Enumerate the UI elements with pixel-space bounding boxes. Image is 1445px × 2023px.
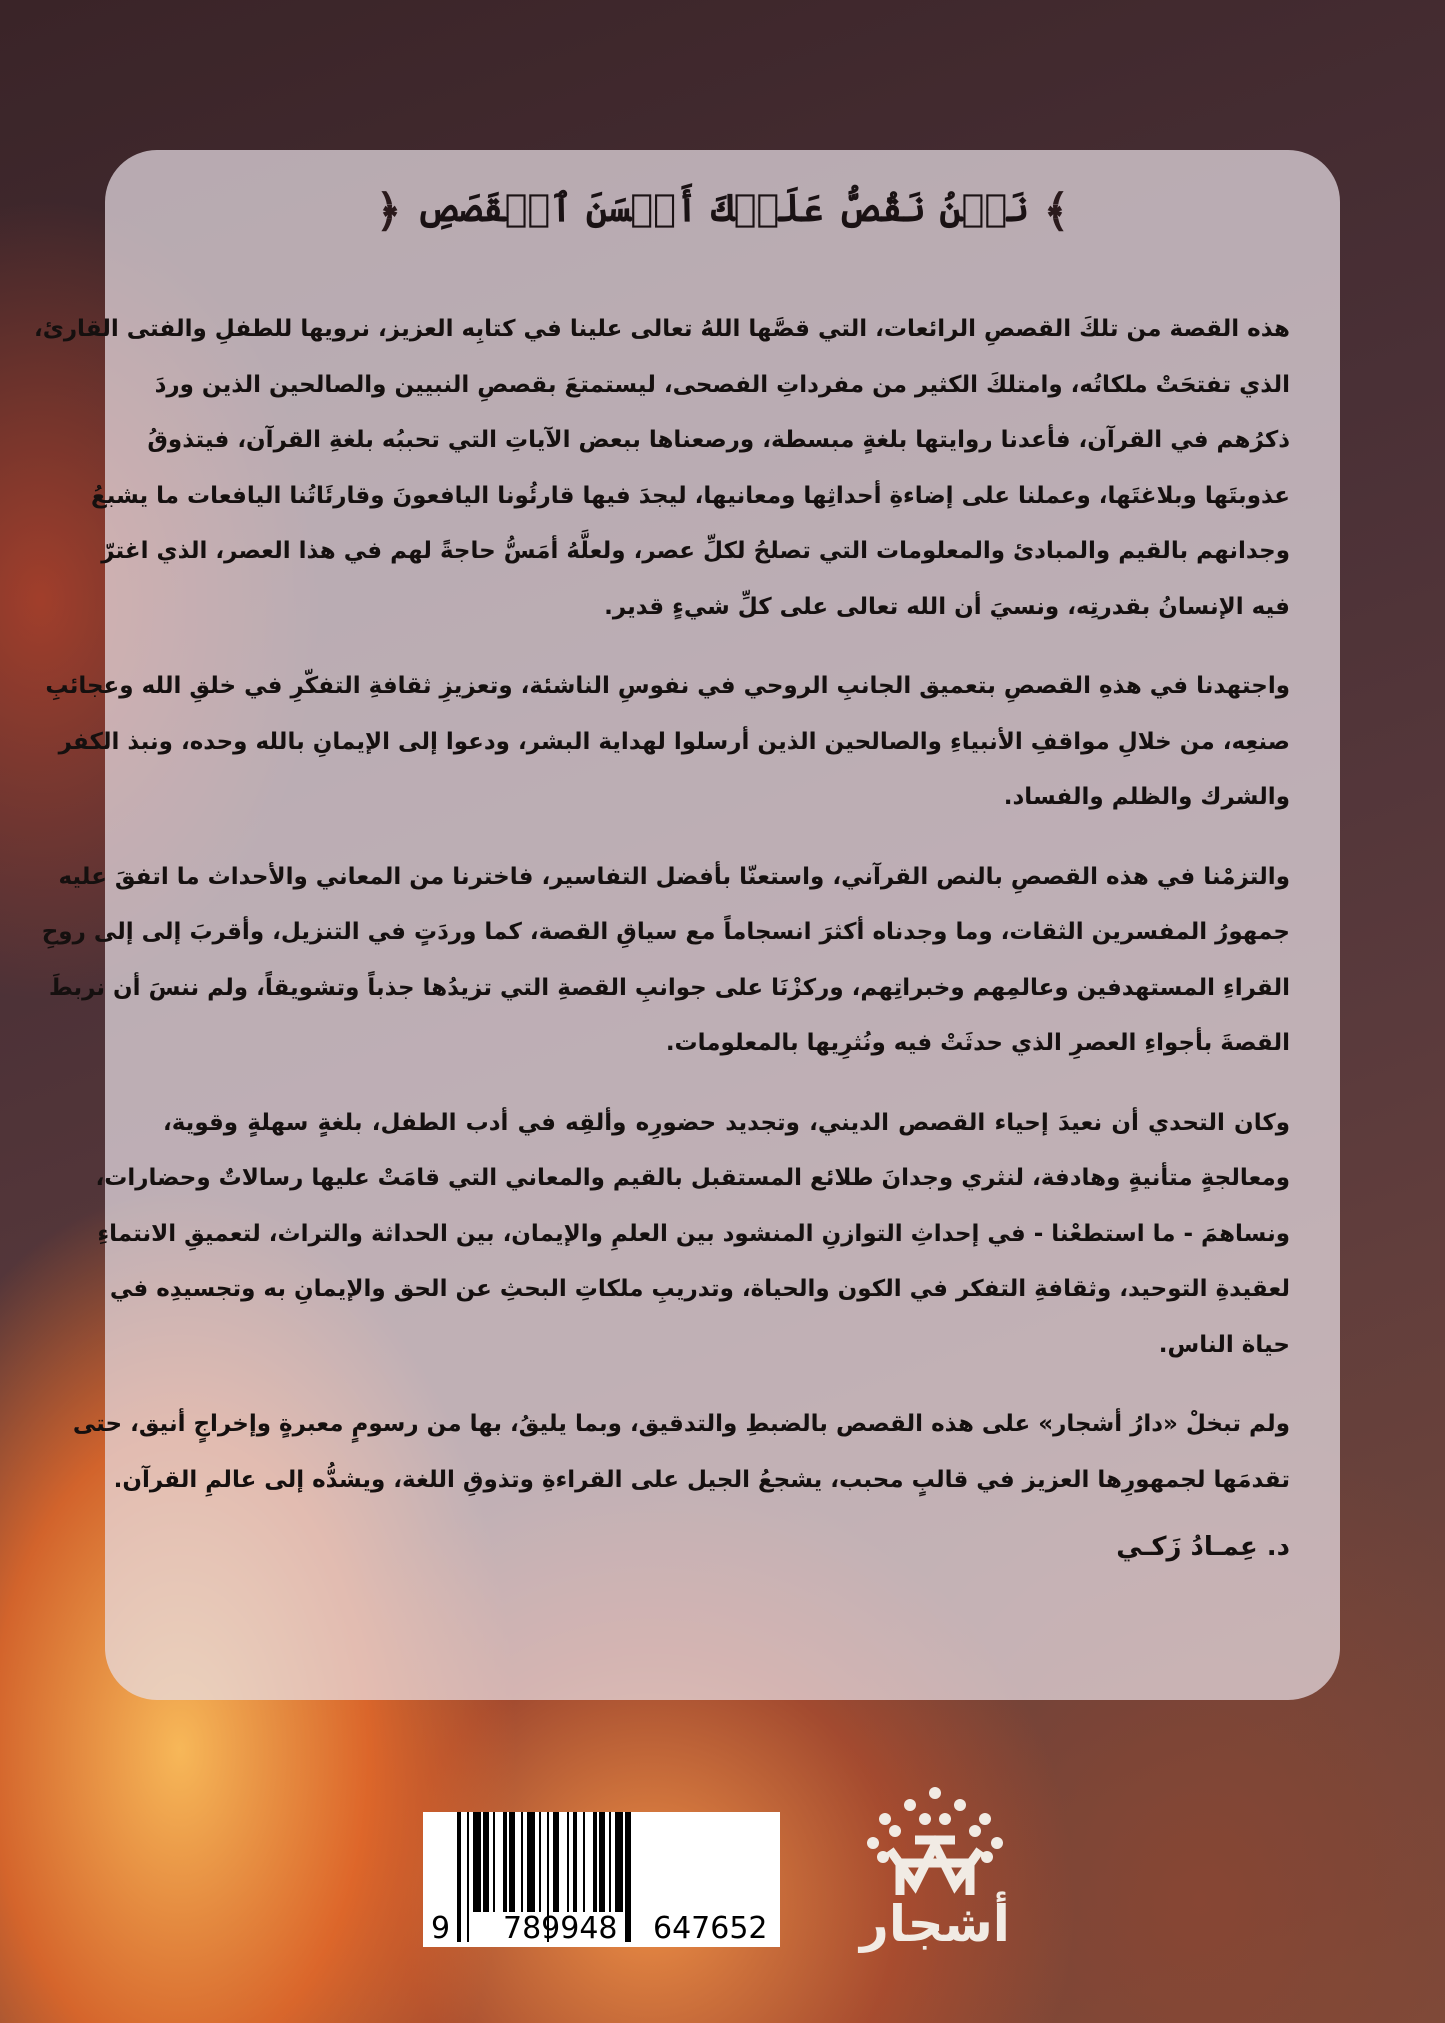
paragraph <box>95 1096 1290 1374</box>
barcode-bar <box>567 1812 569 1912</box>
publisher-name: أشجار <box>860 1895 1010 1953</box>
barcode-bar <box>609 1812 611 1912</box>
tree-crown-icon <box>855 1785 1015 1905</box>
text-line: ولم تبخلْ «دارُ أشجار» على هذه القصص بالضبطِ والتدقيق، وبما يليقُ، بها من رسومٍ معبرةٍ وإخراجٍ أنيق، حتى <box>72 1411 1290 1437</box>
text-line: واجتهدنا في هذهِ القصصِ بتعميق الجانبِ الروحي في نفوسِ الناشئة، وتعزيزِ ثقافةِ التفكّرِ في خلقِ الله وعجائبِ <box>45 673 1290 699</box>
paragraph <box>72 1397 1290 1508</box>
text-line: تقدمَها لجمهورِها العزيز في قالبٍ محبب، يشجعُ الجيل على القراءةِ وتذوقِ اللغة، ويشدُّه إلى عالمِ القرآن. <box>113 1466 1290 1493</box>
text-line: ذكرُهم في القرآن، فأعدنا روايتها بلغةٍ مبسطة، ورصعناها ببعض الآياتِ التي تحببُه بلغةِ القرآن، فيتذوقُ <box>147 427 1290 453</box>
barcode-bar <box>583 1812 585 1912</box>
paragraph <box>34 302 1290 635</box>
barcode-bar <box>473 1812 481 1912</box>
back-cover-text-panel <box>34 150 1340 1700</box>
text-line: ونساهمَ - ما استطعْنا - في إحداثِ التوازنِ المنشود بين العلمِ والإيمان، بين الحداثة والتراث، لتعميقِ الانتماءِ <box>97 1220 1290 1247</box>
barcode-bar <box>539 1812 541 1912</box>
quran-verse-heading <box>105 185 1340 237</box>
publisher-logo <box>855 1785 1015 1965</box>
text-line: والشرك والظلم والفساد. <box>1003 784 1290 810</box>
barcode-bar <box>493 1812 495 1912</box>
barcode-bar <box>573 1812 577 1912</box>
ornament-bracket-icon: ﴾ <box>1043 186 1070 237</box>
text-line: فيه الإنسانُ بقدرتِه، ونسيَ أن الله تعالى على كلِّ شيءٍ قدير. <box>604 593 1290 620</box>
paragraph <box>45 659 1290 826</box>
barcode-bar <box>553 1812 559 1912</box>
text-line: والتزمْنا في هذه القصصِ بالنص القرآني، واستعنّا بأفضل التفاسير، فاخترنا من المعاني والأحداث ما اتفقَ عليه <box>58 863 1290 890</box>
barcode-bar <box>457 1812 461 1942</box>
text-line: الذي تفتحَتْ ملكاتُه، وامتلكَ الكثير من مفرداتِ الفصحى، ليستمتعَ بقصصِ النبيين والصالحين الذين وردَ <box>154 371 1290 398</box>
barcode-digits-group-1: 789948 <box>503 1911 618 1946</box>
text-line: هذه القصة من تلكَ القصصِ الرائعات، التي قصَّها اللهُ تعالى علينا في كتابِه العزيز، نرويها للطفلِ والفتى القارئ، <box>34 316 1290 342</box>
text-line: القراءِ المستهدفين وعالمِهم وخبراتِهم، وركزْنَا على جوانبِ القصةِ التي تزيدُها جذباً وتشويقاً، ولم ننسَ أن نربطَ <box>48 974 1290 1001</box>
barcode-bar <box>467 1812 469 1942</box>
text-line: ومعالجةٍ متأنيةٍ وهادفة، لنثري وجدانَ طلائع المستقبل بالقيم والمعاني التي قامَتْ عليها رسالاتٌ وحضارات، <box>95 1165 1290 1191</box>
barcode-digits-group-2: 647652 <box>653 1911 768 1946</box>
verse-text: نَحۡنُ نَقُصُّ عَلَيۡكَ أَحۡسَنَ ٱلۡقَصَصِ <box>415 185 1030 230</box>
text-line: صنعِه، من خلالِ مواقفِ الأنبياءِ والصالحين الذين أرسلوا لهداية البشر، ودعوا إلى الإيمانِ بالله وحده، ونبذ الكفر <box>58 728 1290 755</box>
barcode-bar <box>599 1812 605 1912</box>
barcode-bar <box>615 1812 623 1912</box>
barcode-bar <box>625 1812 631 1942</box>
paragraph <box>41 850 1290 1072</box>
barcode-bar <box>503 1812 507 1912</box>
text-line: عذوبتَها وبلاغتَها، وعملنا على إضاءةِ أحداثِها ومعانيها، ليجدَ فيها قارئُونا اليافعونَ وقارئَاتُنا اليافعات ما يشبعُ <box>91 482 1290 509</box>
text-line: لعقيدةِ التوحيد، وثقافةِ التفكر في الكون والحياة، وتدريبِ ملكاتِ البحثِ عن الحق والإيمانِ به وتجسيدِه في <box>109 1276 1290 1302</box>
barcode-bar <box>509 1812 515 1912</box>
barcode-bar <box>483 1812 489 1912</box>
text-line: وكان التحدي أن نعيدَ إحياء القصص الديني، وتجديد حضورِه وألقِه في أدب الطفل، بلغةٍ سهلةٍ وقوية، <box>163 1109 1290 1136</box>
blurb-body <box>34 302 1290 1562</box>
barcode-bar <box>593 1812 597 1912</box>
text-line: وجدانهم بالقيم والمبادئ والمعلومات التي تصلحُ لكلِّ عصر، ولعلَّهُ أمَسُّ حاجةً لهم في هذا العصر، الذي اغترّ <box>101 538 1290 564</box>
text-line: القصةَ بأجواءِ العصرِ الذي حدثَتْ فيه ونُثرِيها بالمعلومات. <box>665 1030 1290 1056</box>
ornament-bracket-icon: ﴿ <box>375 186 402 237</box>
barcode-lead-digit: 9 <box>431 1911 451 1946</box>
author-signature: د. عِمـادُ زَكـي <box>1116 1532 1290 1562</box>
text-line: جمهورُ المفسرين الثقات، وما وجدناه أكثرَ انسجاماً مع سياقِ القصة، كما وردَتٍ في التنزيل، وأقربَ إلى إلى روحِ <box>41 919 1290 945</box>
barcode-bar <box>527 1812 535 1912</box>
text-line: حياة الناس. <box>1158 1331 1290 1358</box>
barcode-bar <box>521 1812 523 1912</box>
isbn-barcode <box>423 1812 780 1947</box>
